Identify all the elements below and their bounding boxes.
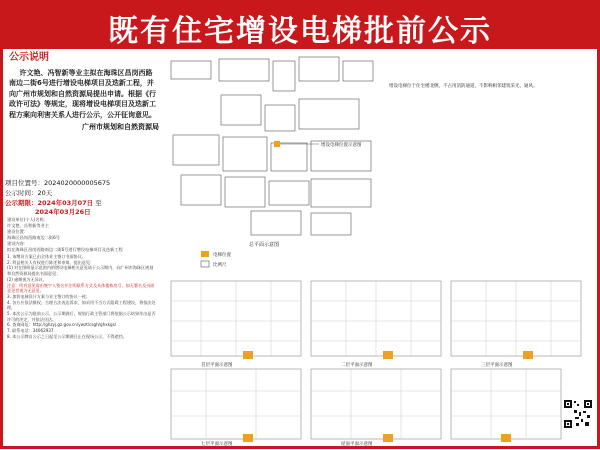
notice-content (3, 49, 597, 446)
note-item: 8. 本公示牌自公示之日起至公示期满日止在现场公示，不得遮挡。 (7, 333, 127, 339)
plans-area (161, 51, 595, 446)
note-item: 3. 加装电梯设计方案与业主签订的协议一致； (7, 293, 90, 299)
floor-label: 屋面平面示意图 (341, 442, 373, 446)
notice-issuer: 广州市规划和自然资源局 (82, 123, 159, 131)
page-title: 既有住宅增设电梯批前公示 (108, 14, 492, 49)
note-item: 7. 联系电话：34062937 (7, 328, 54, 334)
legend (201, 241, 279, 268)
info-line: 建设单位(个人)名称： (7, 217, 48, 222)
legend-label-elevator: 电梯位置 (213, 253, 231, 258)
legend-title: 总平面示意图 (249, 242, 280, 248)
to-label: 至 (95, 198, 102, 207)
note-item: (1) 对在图明显示范围内的增设电梯相关意见请于公示期内，向广州市海珠区规划和自然资源局提出书面意见； (7, 265, 154, 277)
info-line: 建设位置： (7, 229, 28, 234)
right-note: 增设电梯位于住宅楼北侧，不占用消防通道，不影响相邻建筑采光、通风。 (389, 84, 538, 89)
period-label: 公示时间： (5, 188, 38, 197)
notice-section (9, 53, 159, 133)
legend-swatch-elevator (201, 251, 209, 257)
project-no-value: 2024020000005675 (44, 179, 111, 187)
elevator-marker (274, 141, 280, 147)
floor-label: 三层平面示意图 (481, 363, 513, 368)
info-line: 海珠区昌岗西路南边二街6号 (7, 235, 60, 240)
qr-code (563, 399, 593, 429)
note-item: 5. 本次公示为批前公示，公示期满后，规划行政主管部门将依据公示结果作出是否许可的决定，并依法送达。 (7, 311, 156, 322)
info-section (7, 217, 157, 253)
start-label: 公示期限： (5, 198, 38, 207)
period-line (5, 189, 160, 199)
note-item: 1. 该增设方案已由全体业主签订书面协议。 (7, 254, 86, 259)
start-line (5, 199, 160, 209)
note-item: 4. 各方应依法维权，合理合法表达诉求，如采用不当方式阻碍工程建设，将依法处理。 (7, 299, 156, 311)
floor-label: 二层平面示意图 (341, 363, 373, 368)
project-no-label: 项目位置号： (5, 179, 44, 187)
notes-section (7, 254, 157, 340)
notice-body: 许文艳、冯智新等业主拟在海珠区昌岗西路南边二街6号进行增设电梯项目及迭新工程，并向广州市规划和自然资源局提出申请。根据《行政许可法》等规定，现将增设电梯项目及迭新工程方案向利害关系人进行公示，公开征询意见。 (9, 68, 156, 119)
floor-label: 七层平面示意图 (201, 442, 233, 446)
site-map-label: 增设电梯位置示意图 (321, 143, 362, 148)
note-item: 6. 查询网址：http://ghzyj.gz.gov.cn/ywzt/csgh/ghxkgs/ (7, 322, 117, 328)
notice-heading: 公示说明 (9, 52, 49, 63)
period-value: 20天 (37, 188, 53, 197)
note-item: (2) 逾期视为无异议。 (7, 276, 47, 282)
info-line: 许文艳、冯智新等业主 (7, 223, 49, 228)
legend-label-scale: 比例尺 (213, 263, 227, 268)
start-date: 2024年03月07日 (37, 198, 94, 207)
note-highlight: 注意：所有意见需由签字人签名并注明联系方式及具体楼栋房号，如无署名及书面意见者视为无意见。 (7, 282, 155, 294)
info-line: 建设内容： (7, 241, 28, 246)
legend-swatch-scale (201, 261, 209, 267)
info-line: 拟在海珠区昌岗西路南边二街6号进行增设电梯项目及迭新工程 (7, 247, 123, 252)
floor-label: 首层平面示意图 (201, 363, 233, 368)
plans-drawing (161, 51, 595, 446)
note-item: 2. 利益相关人有权进行陈述和申辩，提出意见： (7, 259, 95, 265)
end-date: 2024年03月26日 (35, 208, 91, 217)
project-no-line (5, 179, 160, 189)
meta-section (5, 179, 160, 218)
